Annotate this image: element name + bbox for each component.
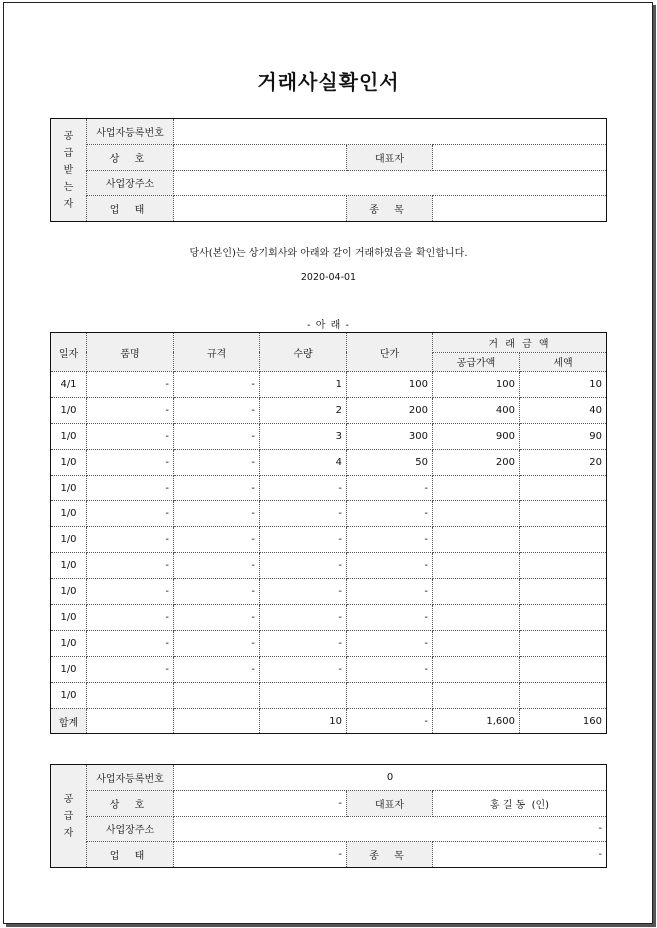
table-row	[51, 475, 607, 501]
row-tax	[520, 475, 607, 501]
document-title: 거래사실확인서	[257, 70, 400, 94]
row-date: 1/0	[51, 656, 87, 682]
row-qty: 1	[260, 372, 347, 398]
row-price: 100	[347, 372, 433, 398]
row-supply	[433, 553, 520, 579]
row-spec: -	[174, 553, 260, 579]
supplier-reg-no-value: 0	[174, 765, 607, 791]
table-row	[51, 423, 607, 449]
row-price: 300	[347, 423, 433, 449]
header-qty: 수량	[260, 333, 347, 372]
row-qty: 4	[260, 449, 347, 475]
header-amount-group: 거 래 금 액	[433, 333, 607, 353]
supplier-biz-type-label: 업 태	[87, 842, 174, 868]
row-spec: -	[174, 423, 260, 449]
supplier-biz-item-label: 종 목	[347, 842, 433, 868]
row-supply	[433, 605, 520, 631]
table-row	[51, 630, 607, 656]
buyer-company-label: 상 호	[87, 144, 174, 170]
header-item: 품명	[87, 333, 174, 372]
header-spec: 규격	[174, 333, 260, 372]
supplier-address-label: 사업장주소	[87, 816, 174, 842]
header-date: 일자	[51, 333, 87, 372]
table-row	[51, 605, 607, 631]
row-qty: 2	[260, 397, 347, 423]
row-item: -	[87, 656, 174, 682]
row-supply	[433, 475, 520, 501]
row-item: -	[87, 527, 174, 553]
row-supply	[433, 579, 520, 605]
buyer-biz-type-label: 업 태	[87, 196, 174, 222]
row-spec: -	[174, 501, 260, 527]
row-date: 4/1	[51, 372, 87, 398]
row-price: -	[347, 605, 433, 631]
row-price: -	[347, 553, 433, 579]
row-date: 1/0	[51, 501, 87, 527]
table-row	[51, 449, 607, 475]
row-date: 1/0	[51, 423, 87, 449]
total-qty: 10	[260, 708, 347, 734]
row-date: 1/0	[51, 605, 87, 631]
row-price: 200	[347, 397, 433, 423]
row-date: 1/0	[51, 579, 87, 605]
row-supply: 200	[433, 449, 520, 475]
table-row	[51, 501, 607, 527]
row-qty: -	[260, 630, 347, 656]
row-qty: 3	[260, 423, 347, 449]
below-label: - 아 래 -	[306, 320, 351, 331]
row-qty: -	[260, 527, 347, 553]
supplier-address-value: -	[174, 816, 607, 842]
row-supply	[433, 656, 520, 682]
table-row	[51, 527, 607, 553]
row-qty: -	[260, 579, 347, 605]
buyer-reg-no-label: 사업자등록번호	[87, 119, 174, 145]
row-tax	[520, 501, 607, 527]
total-supply: 1,600	[433, 708, 520, 734]
row-qty: -	[260, 605, 347, 631]
supplier-company-label: 상 호	[87, 790, 174, 816]
header-price: 단가	[347, 333, 433, 372]
confirmation-notice: 당사(본인)는 상기회사와 아래와 같이 거래하였음을 확인합니다.	[189, 248, 468, 259]
row-tax	[520, 605, 607, 631]
total-price: -	[347, 708, 433, 734]
buyer-biz-type-value	[174, 196, 347, 222]
row-spec	[174, 682, 260, 708]
supplier-rep-label: 대표자	[347, 790, 433, 816]
row-tax	[520, 579, 607, 605]
row-supply: 900	[433, 423, 520, 449]
table-row	[51, 682, 607, 708]
row-qty: -	[260, 553, 347, 579]
row-spec: -	[174, 475, 260, 501]
row-qty: -	[260, 475, 347, 501]
header-supply: 공급가액	[433, 352, 520, 372]
buyer-rep-label: 대표자	[347, 144, 433, 170]
row-tax: 10	[520, 372, 607, 398]
row-item: -	[87, 423, 174, 449]
row-item: -	[87, 630, 174, 656]
total-label: 합계	[51, 708, 87, 734]
row-price: 50	[347, 449, 433, 475]
row-spec: -	[174, 630, 260, 656]
total-item	[87, 708, 174, 734]
row-price: -	[347, 579, 433, 605]
buyer-side-label	[51, 119, 87, 222]
row-qty	[260, 682, 347, 708]
table-row	[51, 656, 607, 682]
header-tax: 세액	[520, 352, 607, 372]
row-item	[87, 682, 174, 708]
transaction-table	[50, 332, 607, 734]
buyer-address-value	[174, 170, 607, 196]
supplier-biz-type-value: -	[174, 842, 347, 868]
buyer-address-label: 사업장주소	[87, 170, 174, 196]
row-spec: -	[174, 449, 260, 475]
issue-date: 2020-04-01	[300, 272, 357, 283]
row-spec: -	[174, 605, 260, 631]
buyer-side-text: 공 급 받 는 자	[63, 130, 74, 210]
row-price: -	[347, 656, 433, 682]
row-spec: -	[174, 397, 260, 423]
buyer-biz-item-value	[433, 196, 607, 222]
row-qty: -	[260, 501, 347, 527]
row-tax	[520, 656, 607, 682]
buyer-rep-value	[433, 144, 607, 170]
row-item: -	[87, 501, 174, 527]
row-item: -	[87, 579, 174, 605]
row-spec: -	[174, 579, 260, 605]
supplier-company-value: -	[174, 790, 347, 816]
row-date: 1/0	[51, 527, 87, 553]
row-price: -	[347, 475, 433, 501]
row-spec: -	[174, 656, 260, 682]
row-supply	[433, 682, 520, 708]
row-spec: -	[174, 527, 260, 553]
buyer-company-value	[174, 144, 347, 170]
row-price	[347, 682, 433, 708]
row-price: -	[347, 630, 433, 656]
row-date: 1/0	[51, 553, 87, 579]
supplier-side-text: 공 급 자	[63, 793, 74, 839]
row-supply	[433, 630, 520, 656]
row-tax	[520, 553, 607, 579]
row-date: 1/0	[51, 449, 87, 475]
row-date: 1/0	[51, 630, 87, 656]
row-date: 1/0	[51, 397, 87, 423]
row-item: -	[87, 397, 174, 423]
buyer-reg-no-value	[174, 119, 607, 145]
row-date: 1/0	[51, 475, 87, 501]
total-spec	[174, 708, 260, 734]
buyer-biz-item-label: 종 목	[347, 196, 433, 222]
row-spec: -	[174, 372, 260, 398]
row-price: -	[347, 527, 433, 553]
row-item: -	[87, 372, 174, 398]
supplier-biz-item-value: -	[433, 842, 607, 868]
row-supply	[433, 527, 520, 553]
row-supply	[433, 501, 520, 527]
table-row	[51, 397, 607, 423]
row-tax	[520, 527, 607, 553]
row-tax	[520, 682, 607, 708]
buyer-info-table	[50, 118, 607, 222]
supplier-rep-value: 홍 길 동 (인)	[433, 790, 607, 816]
supplier-reg-no-label: 사업자등록번호	[87, 765, 174, 791]
total-row	[51, 708, 607, 734]
row-price: -	[347, 501, 433, 527]
row-date: 1/0	[51, 682, 87, 708]
table-row	[51, 579, 607, 605]
supplier-side-label	[51, 765, 87, 868]
row-tax: 20	[520, 449, 607, 475]
row-qty: -	[260, 656, 347, 682]
row-tax: 90	[520, 423, 607, 449]
row-item: -	[87, 475, 174, 501]
supplier-info-table	[50, 764, 607, 868]
row-supply: 100	[433, 372, 520, 398]
total-tax: 160	[520, 708, 607, 734]
row-tax	[520, 630, 607, 656]
table-row	[51, 553, 607, 579]
row-item: -	[87, 605, 174, 631]
row-item: -	[87, 553, 174, 579]
table-row	[51, 372, 607, 398]
row-item: -	[87, 449, 174, 475]
row-tax: 40	[520, 397, 607, 423]
row-supply: 400	[433, 397, 520, 423]
